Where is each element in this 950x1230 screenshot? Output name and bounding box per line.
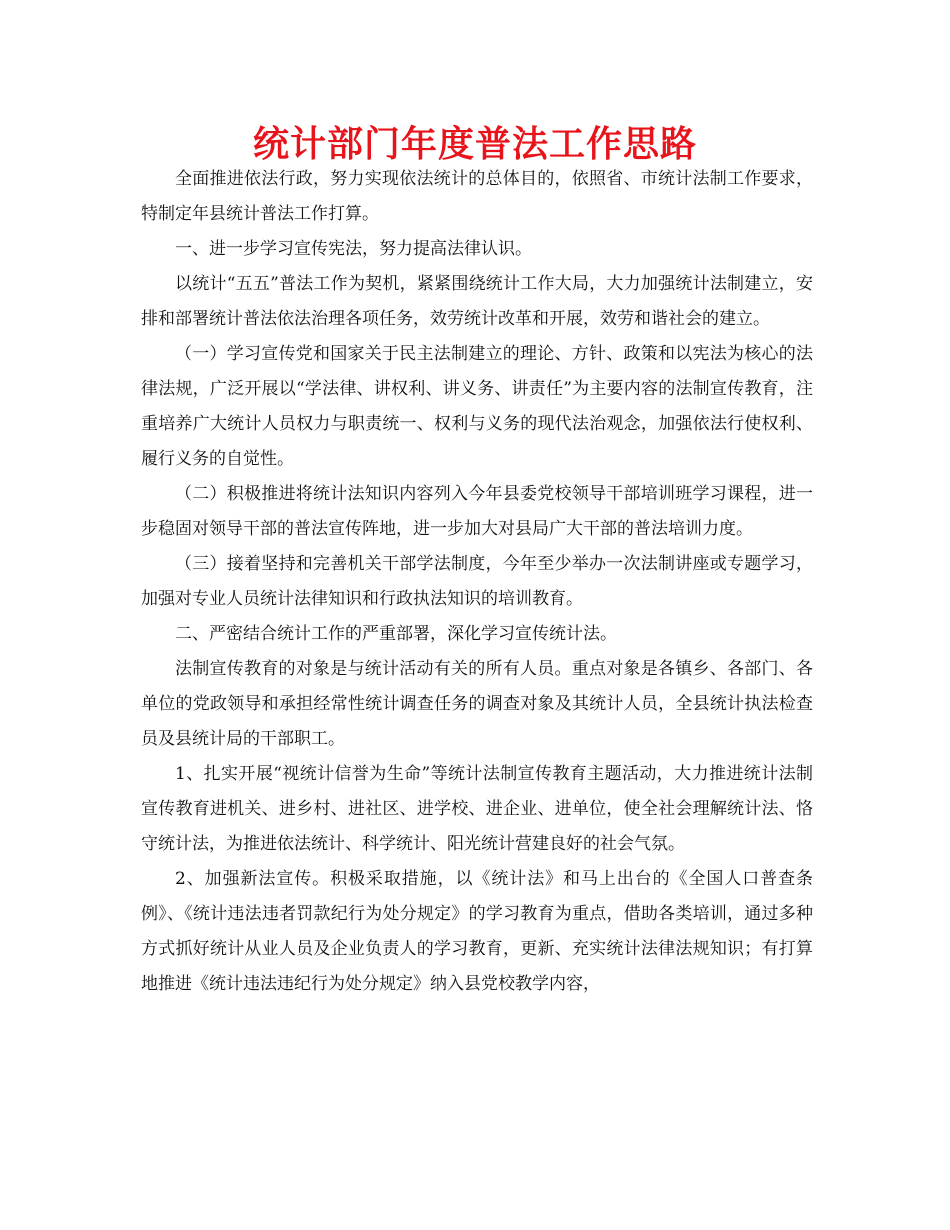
paragraph: 1、扎实开展“视统计信誉为生命”等统计法制宣传教育主题活动，大力推进统计法制宣传教育进机关、进乡村、进社区、进学校、进企业、进单位，使全社会理解统计法、恪守统计法，为推进依法统计、科学统计、阳光统计营建良好的社会气氛。: [141, 764, 813, 854]
document-body: [141, 162, 813, 1002]
paragraph: 法制宣传教育的对象是与统计活动有关的所有人员。重点对象是各镇乡、各部门、各单位的党政领导和承担经常性统计调查任务的调查对象及其统计人员，全县统计执法检查员及县统计局的干部职工。: [141, 659, 813, 749]
document-title: 统计部门年度普法工作思路: [252, 123, 697, 165]
section-heading: 二、严密结合统计工作的严重部署，深化学习宣传统计法。: [175, 624, 617, 644]
paragraph: 2、加强新法宣传。积极采取措施，以《统计法》和马上出台的《全国人口普查条例》、《统计违法违者罚款纪行为处分规定》的学习教育为重点，借助各类培训，通过多种方式抓好统计从业人员及企业负责人的学习教育，更新、充实统计法律法规知识；有打算地推进《统计违法违纪行为处分规定》纳入县党校教学内容，: [141, 869, 813, 994]
paragraph: （二）积极推进将统计法知识内容列入今年县委党校领导干部培训班学习课程，进一步稳固对领导干部的普法宣传阵地，进一步加大对县局广大干部的普法培训力度。: [141, 484, 813, 539]
paragraph: （一）学习宣传党和国家关于民主法制建立的理论、方针、政策和以宪法为核心的法律法规，广泛开展以“学法律、讲权利、讲义务、讲责任”为主要内容的法制宣传教育，注重培养广大统计人员权力与职责统一、权利与义务的现代法治观念，加强依法行使权利、履行义务的自觉性。: [141, 344, 813, 469]
paragraph: 全面推进依法行政，努力实现依法统计的总体目的，依照省、市统计法制工作要求，特制定年县统计普法工作打算。: [141, 169, 813, 224]
paragraph: （三）接着坚持和完善机关干部学法制度，今年至少举办一次法制讲座或专题学习，加强对专业人员统计法律知识和行政执法知识的培训教育。: [141, 554, 813, 609]
paragraph: 以统计“五五”普法工作为契机，紧紧围绕统计工作大局，大力加强统计法制建立，安排和部署统计普法依法治理各项任务，效劳统计改革和开展，效劳和谐社会的建立。: [141, 274, 813, 329]
section-heading: 一、进一步学习宣传宪法，努力提高法律认识。: [175, 239, 532, 259]
